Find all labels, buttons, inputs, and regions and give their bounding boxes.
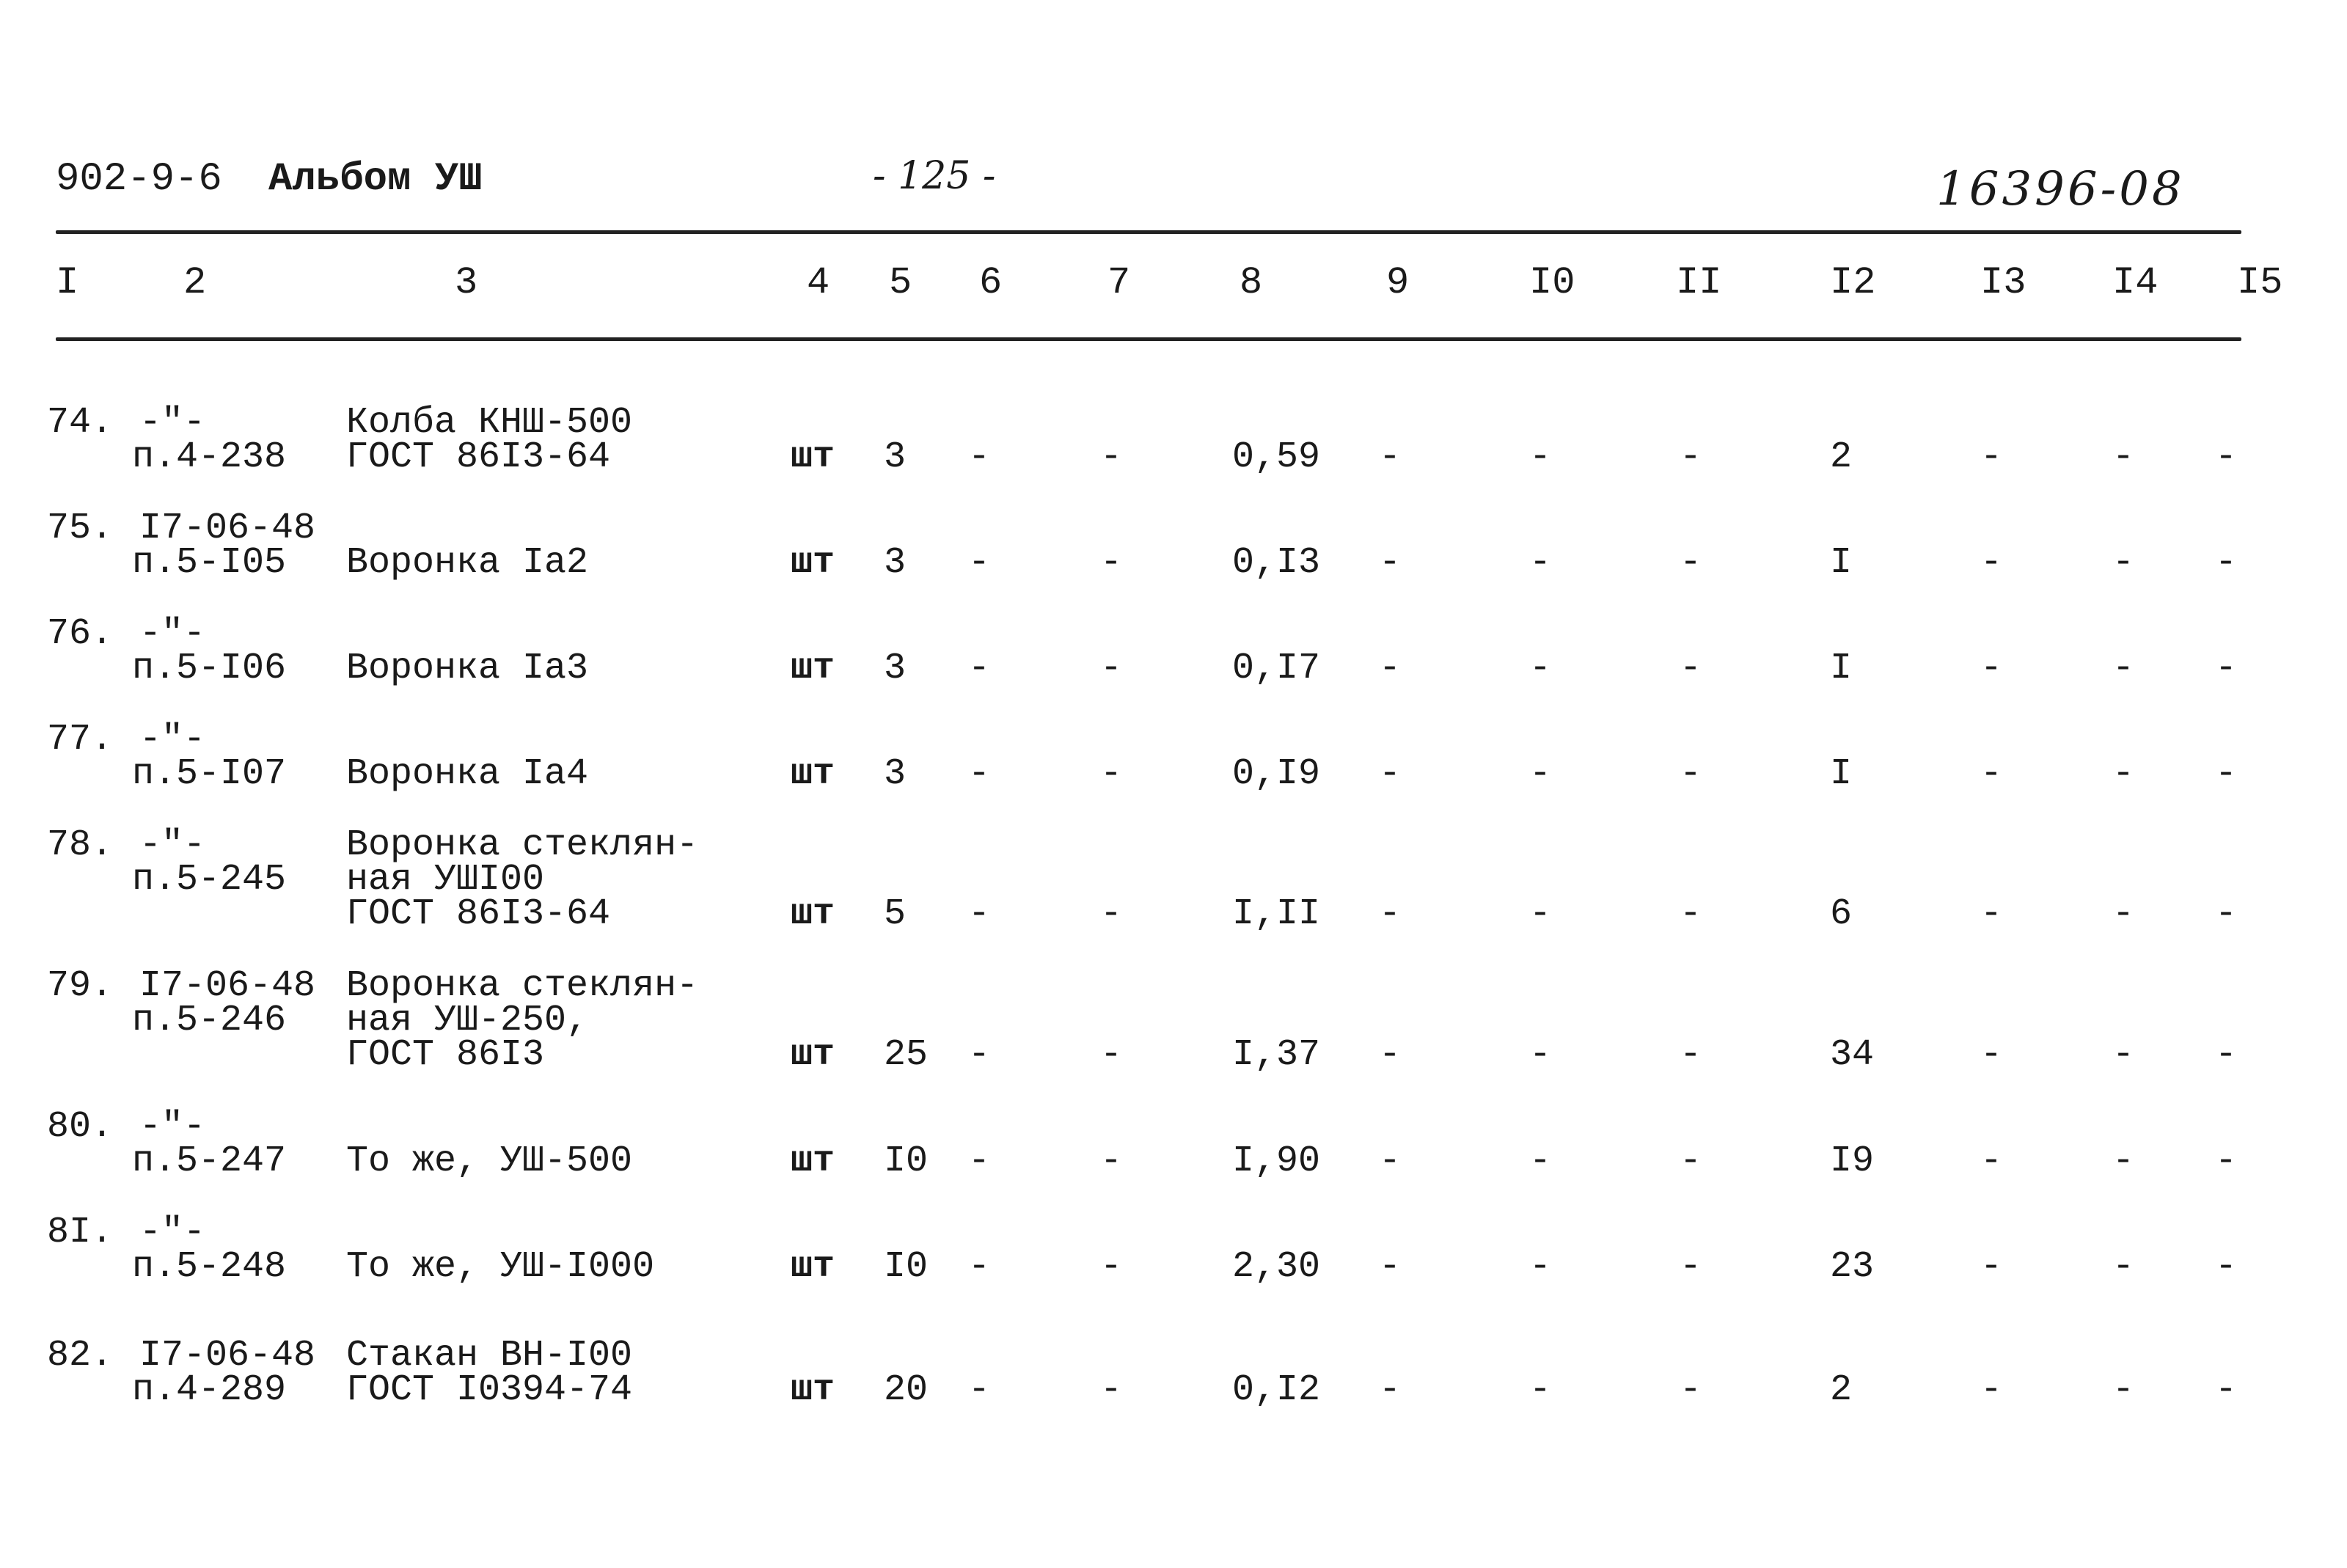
- col-10-value: -: [1529, 1246, 1552, 1288]
- album-title: Альбом УШ: [268, 157, 483, 202]
- quantity: 25: [884, 1034, 929, 1076]
- col-12-value: I: [1830, 648, 1853, 689]
- col-12-value: 23: [1830, 1246, 1875, 1288]
- col-6-value: -: [968, 648, 991, 689]
- quantity: I0: [884, 1246, 929, 1288]
- col-12-value: I: [1830, 753, 1853, 795]
- col-13-value: -: [1980, 1246, 2003, 1288]
- unit: шт: [791, 1140, 835, 1182]
- document-code: 902-9-6: [56, 157, 222, 202]
- col-8-value: I,37: [1232, 1034, 1321, 1076]
- item-name-line: Воронка Iа2: [346, 542, 589, 584]
- reference-line-1: -"-: [139, 1106, 206, 1148]
- unit: шт: [791, 1369, 835, 1411]
- col-12-value: I: [1830, 542, 1853, 584]
- unit: шт: [791, 753, 835, 795]
- col-7-value: -: [1100, 542, 1123, 584]
- column-number: I0: [1529, 261, 1575, 304]
- col-7-value: -: [1100, 436, 1123, 478]
- item-name-line: ГОСТ 86I3-64: [346, 893, 611, 935]
- reference-line-2: п.4-238: [132, 436, 287, 478]
- item-name-line: Воронка стеклян-: [346, 965, 699, 1007]
- col-15-value: -: [2215, 1369, 2238, 1411]
- item-name-line: Воронка стеклян-: [346, 824, 699, 866]
- col-6-value: -: [968, 1246, 991, 1288]
- row-number: 80.: [47, 1106, 114, 1148]
- col-11-value: -: [1680, 542, 1702, 584]
- col-11-value: -: [1680, 436, 1702, 478]
- reference-line-2: п.5-247: [132, 1140, 287, 1182]
- col-13-value: -: [1980, 1034, 2003, 1076]
- col-6-value: -: [968, 436, 991, 478]
- item-name-line: ГОСТ I0394-74: [346, 1369, 633, 1411]
- col-10-value: -: [1529, 893, 1552, 935]
- col-13-value: -: [1980, 1140, 2003, 1182]
- reference-line-1: I7-06-48: [139, 508, 316, 549]
- col-10-value: -: [1529, 436, 1552, 478]
- column-number: 9: [1386, 261, 1410, 304]
- quantity: 5: [884, 893, 907, 935]
- col-12-value: 2: [1830, 1369, 1853, 1411]
- col-6-value: -: [968, 893, 991, 935]
- col-13-value: -: [1980, 1369, 2003, 1411]
- col-10-value: -: [1529, 1140, 1552, 1182]
- col-14-value: -: [2112, 753, 2135, 795]
- col-14-value: -: [2112, 1246, 2135, 1288]
- col-10-value: -: [1529, 648, 1552, 689]
- item-name-line: ГОСТ 86I3-64: [346, 436, 611, 478]
- col-10-value: -: [1529, 753, 1552, 795]
- col-15-value: -: [2215, 542, 2238, 584]
- col-8-value: I,90: [1232, 1140, 1321, 1182]
- item-name-line: ная УШI00: [346, 859, 545, 901]
- col-15-value: -: [2215, 753, 2238, 795]
- column-number: I4: [2112, 261, 2159, 304]
- col-14-value: -: [2112, 436, 2135, 478]
- col-6-value: -: [968, 1369, 991, 1411]
- item-name-line: Колба КНШ-500: [346, 402, 633, 444]
- col-11-value: -: [1680, 648, 1702, 689]
- col-6-value: -: [968, 1140, 991, 1182]
- col-11-value: -: [1680, 1246, 1702, 1288]
- row-number: 82.: [47, 1335, 114, 1377]
- col-11-value: -: [1680, 893, 1702, 935]
- column-number: 6: [979, 261, 1003, 304]
- col-8-value: 2,30: [1232, 1246, 1321, 1288]
- item-name-line: Воронка Iа4: [346, 753, 589, 795]
- col-15-value: -: [2215, 1246, 2238, 1288]
- column-number: I2: [1830, 261, 1876, 304]
- quantity: 3: [884, 753, 907, 795]
- row-number: 75.: [47, 508, 114, 549]
- col-14-value: -: [2112, 1034, 2135, 1076]
- column-number: 4: [807, 261, 830, 304]
- sheet-number: 16396-08: [1936, 162, 2185, 216]
- quantity: I0: [884, 1140, 929, 1182]
- col-15-value: -: [2215, 893, 2238, 935]
- item-name-line: Воронка Iа3: [346, 648, 589, 689]
- col-12-value: 34: [1830, 1034, 1875, 1076]
- col-13-value: -: [1980, 753, 2003, 795]
- col-11-value: -: [1680, 753, 1702, 795]
- header-rule-bottom: [56, 337, 2241, 341]
- reference-line-1: -"-: [139, 824, 206, 866]
- row-number: 76.: [47, 613, 114, 655]
- col-9-value: -: [1379, 1369, 1402, 1411]
- col-9-value: -: [1379, 1246, 1402, 1288]
- col-7-value: -: [1100, 1246, 1123, 1288]
- col-8-value: 0,I2: [1232, 1369, 1321, 1411]
- col-11-value: -: [1680, 1369, 1702, 1411]
- header-rule-top: [56, 230, 2241, 234]
- col-14-value: -: [2112, 648, 2135, 689]
- row-number: 77.: [47, 719, 114, 761]
- unit: шт: [791, 542, 835, 584]
- quantity: 3: [884, 648, 907, 689]
- col-13-value: -: [1980, 542, 2003, 584]
- quantity: 3: [884, 436, 907, 478]
- col-6-value: -: [968, 1034, 991, 1076]
- col-7-value: -: [1100, 893, 1123, 935]
- column-number: 3: [455, 261, 478, 304]
- col-13-value: -: [1980, 436, 2003, 478]
- item-name-line: Стакан ВН-I00: [346, 1335, 633, 1377]
- col-6-value: -: [968, 542, 991, 584]
- col-12-value: I9: [1830, 1140, 1875, 1182]
- row-number: 8I.: [47, 1212, 114, 1253]
- reference-line-1: -"-: [139, 402, 206, 444]
- col-15-value: -: [2215, 1034, 2238, 1076]
- col-11-value: -: [1680, 1034, 1702, 1076]
- column-number: I3: [1980, 261, 2026, 304]
- col-14-value: -: [2112, 893, 2135, 935]
- reference-line-2: п.5-248: [132, 1246, 287, 1288]
- row-number: 78.: [47, 824, 114, 866]
- col-15-value: -: [2215, 1140, 2238, 1182]
- col-9-value: -: [1379, 436, 1402, 478]
- page-number: - 125 -: [873, 154, 996, 198]
- unit: шт: [791, 1246, 835, 1288]
- reference-line-1: -"-: [139, 1212, 206, 1253]
- column-number: 8: [1240, 261, 1263, 304]
- col-13-value: -: [1980, 893, 2003, 935]
- column-number: 7: [1107, 261, 1131, 304]
- item-name-line: То же, УШ-500: [346, 1140, 633, 1182]
- reference-line-1: I7-06-48: [139, 965, 316, 1007]
- col-10-value: -: [1529, 542, 1552, 584]
- col-6-value: -: [968, 753, 991, 795]
- col-9-value: -: [1379, 893, 1402, 935]
- row-number: 74.: [47, 402, 114, 444]
- col-9-value: -: [1379, 1140, 1402, 1182]
- col-7-value: -: [1100, 648, 1123, 689]
- col-9-value: -: [1379, 542, 1402, 584]
- col-14-value: -: [2112, 1369, 2135, 1411]
- unit: шт: [791, 648, 835, 689]
- item-name-line: ная УШ-250,: [346, 1000, 589, 1041]
- reference-line-1: -"-: [139, 719, 206, 761]
- col-7-value: -: [1100, 753, 1123, 795]
- reference-line-2: п.5-I07: [132, 753, 287, 795]
- col-8-value: 0,I3: [1232, 542, 1321, 584]
- col-8-value: 0,59: [1232, 436, 1321, 478]
- col-14-value: -: [2112, 1140, 2135, 1182]
- col-12-value: 6: [1830, 893, 1853, 935]
- col-15-value: -: [2215, 436, 2238, 478]
- unit: шт: [791, 893, 835, 935]
- column-number: 2: [183, 261, 207, 304]
- quantity: 20: [884, 1369, 929, 1411]
- col-9-value: -: [1379, 648, 1402, 689]
- col-8-value: I,II: [1232, 893, 1321, 935]
- reference-line-2: п.5-245: [132, 859, 287, 901]
- column-number: II: [1676, 261, 1722, 304]
- col-7-value: -: [1100, 1140, 1123, 1182]
- column-number: 5: [889, 261, 912, 304]
- column-number: I: [56, 261, 79, 304]
- col-9-value: -: [1379, 753, 1402, 795]
- reference-line-2: п.5-246: [132, 1000, 287, 1041]
- unit: шт: [791, 1034, 835, 1076]
- item-name-line: То же, УШ-I000: [346, 1246, 655, 1288]
- col-12-value: 2: [1830, 436, 1853, 478]
- col-11-value: -: [1680, 1140, 1702, 1182]
- unit: шт: [791, 436, 835, 478]
- row-number: 79.: [47, 965, 114, 1007]
- col-13-value: -: [1980, 648, 2003, 689]
- reference-line-2: п.4-289: [132, 1369, 287, 1411]
- col-10-value: -: [1529, 1034, 1552, 1076]
- col-7-value: -: [1100, 1369, 1123, 1411]
- quantity: 3: [884, 542, 907, 584]
- reference-line-1: -"-: [139, 613, 206, 655]
- reference-line-2: п.5-I05: [132, 542, 287, 584]
- col-10-value: -: [1529, 1369, 1552, 1411]
- column-number: I5: [2237, 261, 2283, 304]
- item-name-line: ГОСТ 86I3: [346, 1034, 545, 1076]
- reference-line-2: п.5-I06: [132, 648, 287, 689]
- reference-line-1: I7-06-48: [139, 1335, 316, 1377]
- col-9-value: -: [1379, 1034, 1402, 1076]
- col-14-value: -: [2112, 542, 2135, 584]
- col-7-value: -: [1100, 1034, 1123, 1076]
- col-8-value: 0,I7: [1232, 648, 1321, 689]
- col-8-value: 0,I9: [1232, 753, 1321, 795]
- col-15-value: -: [2215, 648, 2238, 689]
